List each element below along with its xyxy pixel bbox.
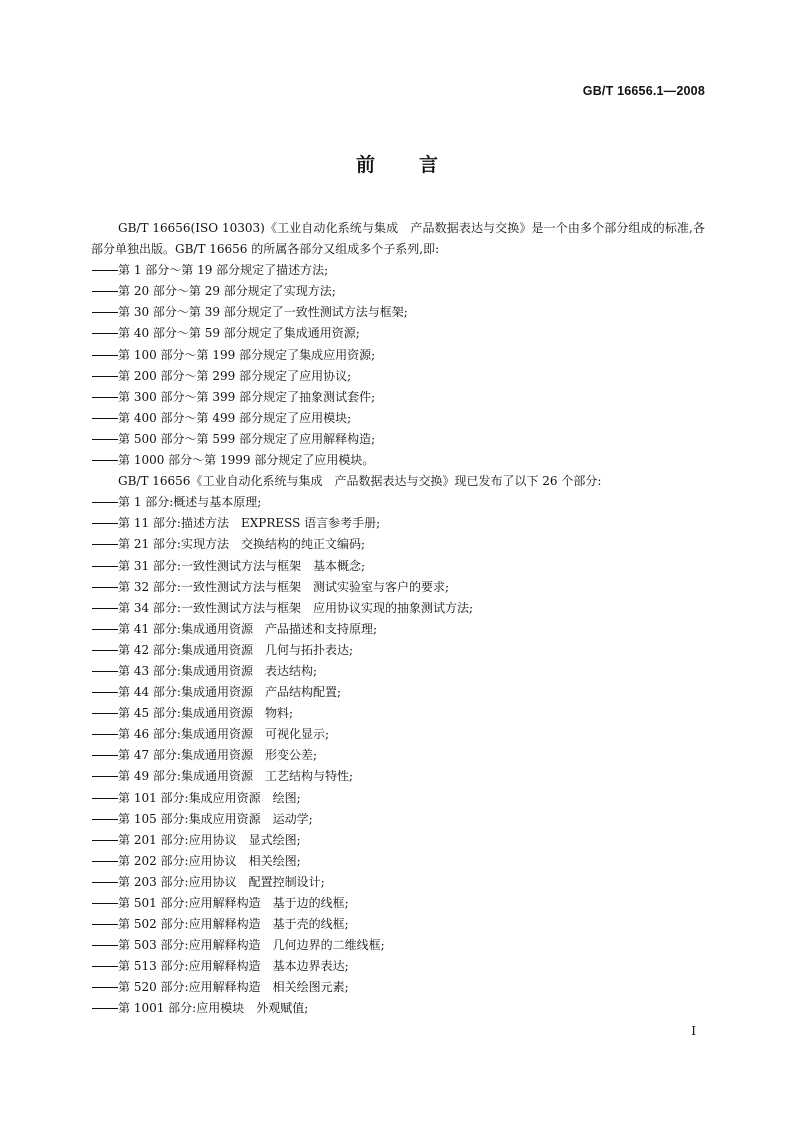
em-dash [91, 640, 118, 661]
em-dash [91, 893, 118, 914]
page-title: 前言 [355, 154, 482, 176]
part-item-text: 第 32 部分:一致性测试方法与框架 测试实验室与客户的要求; [118, 579, 449, 594]
standard-code: GB/T 16656.1—2008 [582, 84, 705, 98]
series-item [91, 281, 705, 302]
series-item [91, 302, 705, 323]
em-dash [91, 345, 118, 366]
part-item [91, 893, 705, 914]
em-dash [91, 323, 118, 344]
series-item [91, 345, 705, 366]
em-dash [91, 724, 118, 745]
em-dash [91, 956, 118, 977]
em-dash [91, 788, 118, 809]
part-item-text: 第 1 部分:概述与基本原理; [118, 495, 262, 510]
part-item-text: 第 201 部分:应用协议 显式绘图; [118, 832, 301, 847]
series-item-text: 第 300 部分～第 399 部分规定了抽象测试套件; [118, 389, 376, 404]
series-item-text: 第 200 部分～第 299 部分规定了应用协议; [118, 368, 352, 383]
em-dash [91, 745, 118, 766]
em-dash [91, 408, 118, 429]
em-dash [91, 682, 118, 703]
em-dash [91, 998, 118, 1019]
part-item [91, 809, 705, 830]
part-item-text: 第 502 部分:应用解释构造 基于壳的线框; [118, 917, 349, 932]
em-dash [91, 661, 118, 682]
em-dash [91, 260, 118, 281]
part-item-text: 第 501 部分:应用解释构造 基于边的线框; [118, 896, 349, 910]
series-item [91, 366, 705, 387]
part-item [91, 830, 705, 851]
part-item [91, 766, 705, 787]
part-item-text: 第 42 部分:集成通用资源 几何与拓扑表达; [118, 642, 353, 657]
document-body [91, 218, 705, 1020]
part-item-text: 第 45 部分:集成通用资源 物料; [118, 706, 293, 721]
series-item-text: 第 1 部分～第 19 部分规定了描述方法; [118, 263, 329, 278]
part-item [91, 872, 705, 893]
part-item-text: 第 105 部分:集成应用资源 运动学; [118, 811, 313, 826]
part-item [91, 745, 705, 766]
series-item [91, 387, 705, 408]
em-dash [91, 830, 118, 851]
part-item [91, 914, 705, 935]
em-dash [91, 302, 118, 323]
part-item [91, 851, 705, 872]
em-dash [91, 513, 118, 534]
part-item [91, 619, 705, 640]
part-item-text: 第 203 部分:应用协议 配置控制设计; [118, 874, 325, 889]
part-item-text: 第 101 部分:集成应用资源 绘图; [118, 790, 301, 805]
part-item-text: 第 43 部分:集成通用资源 表达结构; [118, 663, 317, 678]
page-number: I [691, 1024, 696, 1038]
em-dash [91, 366, 118, 387]
em-dash [91, 935, 118, 956]
series-item-text: 第 40 部分～第 59 部分规定了集成通用资源; [118, 326, 360, 341]
part-item-text: 第 47 部分:集成通用资源 形变公差; [118, 748, 317, 763]
em-dash [91, 598, 118, 619]
part-item [91, 788, 705, 809]
em-dash [91, 429, 118, 450]
part-item-text: 第 46 部分:集成通用资源 可视化显示; [118, 727, 329, 742]
series-item-text: 第 100 部分～第 199 部分规定了集成应用资源; [118, 347, 376, 362]
em-dash [91, 387, 118, 408]
em-dash [91, 766, 118, 787]
series-item-text: 第 500 部分～第 599 部分规定了应用解释构造; [118, 431, 376, 446]
em-dash [91, 534, 118, 555]
series-item [91, 408, 705, 429]
series-list [91, 260, 705, 471]
series-item-text: 第 400 部分～第 499 部分规定了应用模块; [118, 410, 352, 425]
part-item-text: 第 41 部分:集成通用资源 产品描述和支持原理; [118, 621, 377, 636]
series-item [91, 260, 705, 281]
em-dash [91, 809, 118, 830]
em-dash [91, 577, 118, 598]
part-item-text: 第 520 部分:应用解释构造 相关绘图元素; [118, 980, 349, 995]
series-item [91, 450, 705, 471]
part-item-text: 第 11 部分:描述方法 EXPRESS 语言参考手册; [118, 516, 381, 531]
em-dash [91, 450, 118, 471]
part-item [91, 956, 705, 977]
em-dash [91, 281, 118, 302]
part-item-text: 第 49 部分:集成通用资源 工艺结构与特性; [118, 769, 353, 784]
em-dash [91, 872, 118, 893]
part-item [91, 534, 705, 555]
part-item-text: 第 202 部分:应用协议 相关绘图; [118, 853, 301, 868]
em-dash [91, 556, 118, 577]
em-dash [91, 703, 118, 724]
em-dash [91, 977, 118, 998]
part-item [91, 661, 705, 682]
part-item-text: 第 503 部分:应用解释构造 几何边界的二维线框; [118, 938, 385, 953]
part-item [91, 703, 705, 724]
series-item [91, 429, 705, 450]
part-item [91, 513, 705, 534]
em-dash [91, 851, 118, 872]
part-item [91, 598, 705, 619]
em-dash [91, 619, 118, 640]
published-intro: GB/T 16656《工业自动化系统与集成 产品数据表达与交换》现已发布了以下 26 个部分: [118, 474, 602, 489]
series-item-text: 第 20 部分～第 29 部分规定了实现方法; [118, 284, 336, 299]
part-item [91, 977, 705, 998]
series-item-text: 第 1000 部分～第 1999 部分规定了应用模块。 [118, 453, 375, 468]
em-dash [91, 492, 118, 513]
part-item-text: 第 21 部分:实现方法 交换结构的纯正文编码; [118, 537, 365, 552]
part-item-text: 第 1001 部分:应用模块 外观赋值; [118, 1001, 309, 1016]
part-item [91, 577, 705, 598]
part-item-text: 第 44 部分:集成通用资源 产品结构配置; [118, 685, 341, 700]
part-item-text: 第 513 部分:应用解释构造 基本边界表达; [118, 959, 349, 974]
parts-list [91, 492, 705, 1019]
part-item [91, 998, 705, 1019]
series-item [91, 323, 705, 344]
part-item [91, 935, 705, 956]
intro-paragraph: GB/T 16656(ISO 10303)《工业自动化系统与集成 产品数据表达与交换》是一个由多个部分组成的标准,各部分单独出版。GB/T 16656 的所属各部分又组成多个子系列,即: [91, 221, 705, 257]
part-item-text: 第 31 部分:一致性测试方法与框架 基本概念; [118, 558, 365, 573]
part-item [91, 682, 705, 703]
part-item [91, 724, 705, 745]
part-item [91, 556, 705, 577]
series-item-text: 第 30 部分～第 39 部分规定了一致性测试方法与框架; [118, 305, 408, 320]
part-item [91, 640, 705, 661]
part-item [91, 492, 705, 513]
part-item-text: 第 34 部分:一致性测试方法与框架 应用协议实现的抽象测试方法; [118, 600, 473, 615]
em-dash [91, 914, 118, 935]
